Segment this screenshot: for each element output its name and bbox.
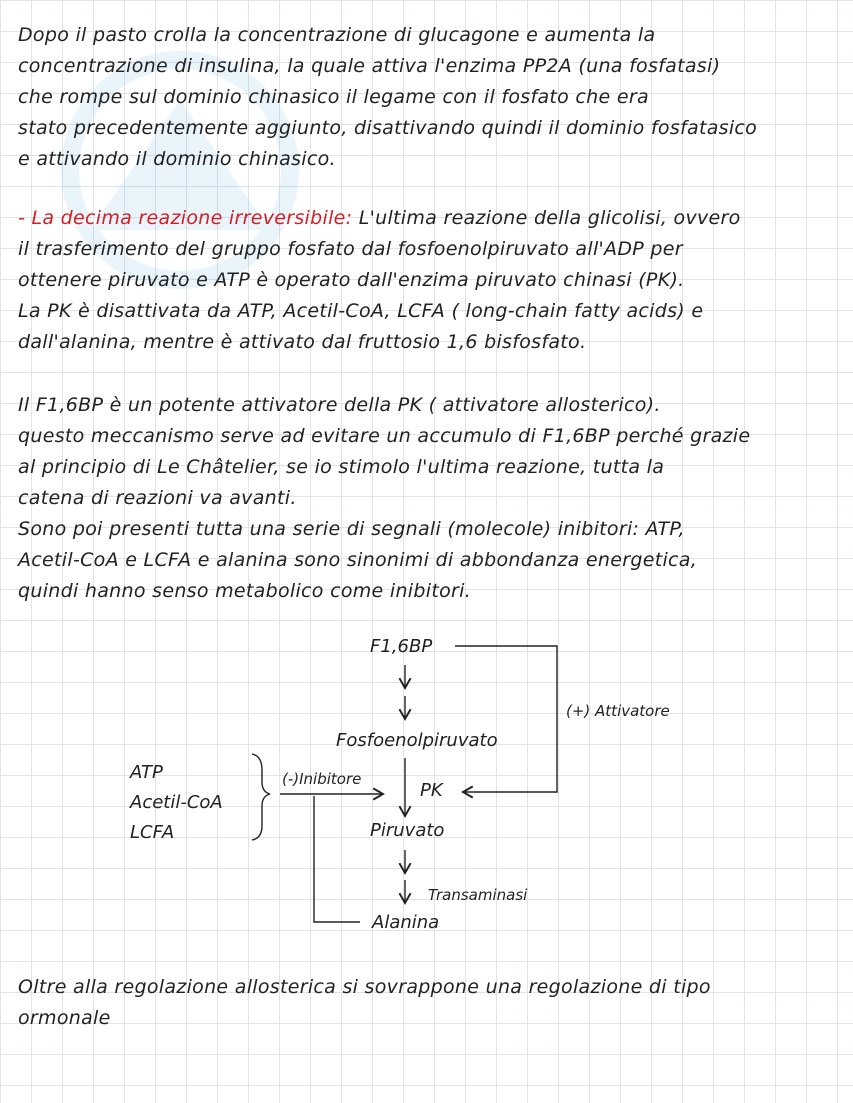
pep-label: Fosfoenolpiruvato bbox=[336, 730, 498, 751]
activator-label: (+) Attivatore bbox=[566, 702, 670, 720]
text-line: concentrazione di insulina, la quale attiva l'enzima PP2A (una fosfatasi) bbox=[18, 55, 721, 77]
text-line: stato precedentemente aggiunto, disattivando quindi il dominio fosfatasico bbox=[18, 117, 758, 139]
text-line: Dopo il pasto crolla la concentrazione di glucagone e aumenta la bbox=[18, 24, 656, 46]
text-line: il trasferimento del gruppo fosfato dal fosfoenolpiruvato all'ADP per bbox=[18, 238, 683, 260]
inhibitor-label: (-)Inibitore bbox=[282, 770, 362, 788]
pk-regulation-diagram bbox=[0, 620, 853, 950]
text-line: Il F1,6BP è un potente attivatore della PK ( attivatore allosterico). bbox=[18, 394, 661, 416]
section-heading: - La decima reazione irreversibile: bbox=[18, 207, 353, 229]
alanina-label: Alanina bbox=[372, 912, 440, 933]
paragraph-decima-reazione bbox=[18, 203, 838, 358]
alanina-feedback-line bbox=[314, 796, 360, 922]
paragraph-f16bp bbox=[18, 390, 838, 607]
inhibitor-lcfa: LCFA bbox=[130, 822, 175, 843]
f16bp-label: F1,6BP bbox=[370, 636, 433, 657]
pk-label: PK bbox=[420, 780, 443, 801]
paragraph-pp2a bbox=[18, 20, 838, 175]
text-line: Acetil-CoA e LCFA e alanina sono sinonimi di abbondanza energetica, bbox=[18, 549, 698, 571]
text-line: catena di reazioni va avanti. bbox=[18, 487, 297, 509]
text-line: dall'alanina, mentre è attivato dal fruttosio 1,6 bisfosfato. bbox=[18, 331, 587, 353]
paragraph-regolazione-ormonale bbox=[18, 972, 838, 1034]
text-line: La PK è disattivata da ATP, Acetil-CoA, LCFA ( long-chain fatty acids) e bbox=[18, 300, 704, 322]
piruvato-label: Piruvato bbox=[370, 820, 445, 841]
text-line: e attivando il dominio chinasico. bbox=[18, 148, 336, 170]
text-line: Sono poi presenti tutta una serie di segnali (molecole) inibitori: ATP, bbox=[18, 518, 685, 540]
text-line: questo meccanismo serve ad evitare un accumulo di F1,6BP perché grazie bbox=[18, 425, 751, 447]
inhibitor-brace bbox=[252, 754, 270, 840]
text-line: quindi hanno senso metabolico come inibitori. bbox=[18, 580, 472, 602]
transaminasi-label: Transaminasi bbox=[428, 886, 528, 904]
text-line: che rompe sul dominio chinasico il legame con il fosfato che era bbox=[18, 86, 649, 108]
text-line: L'ultima reazione della glicolisi, ovvero bbox=[358, 207, 741, 229]
text-line: al principio di Le Châtelier, se io stimolo l'ultima reazione, tutta la bbox=[18, 456, 665, 478]
activator-line bbox=[455, 646, 557, 792]
text-line: ormonale bbox=[18, 1007, 111, 1029]
text-line: Oltre alla regolazione allosterica si sovrappone una regolazione di tipo bbox=[18, 976, 711, 998]
text-line: ottenere piruvato e ATP è operato dall'enzima piruvato chinasi (PK). bbox=[18, 269, 685, 291]
inhibitor-atp: ATP bbox=[130, 762, 163, 783]
inhibitor-acetil-coa: Acetil-CoA bbox=[130, 792, 223, 813]
